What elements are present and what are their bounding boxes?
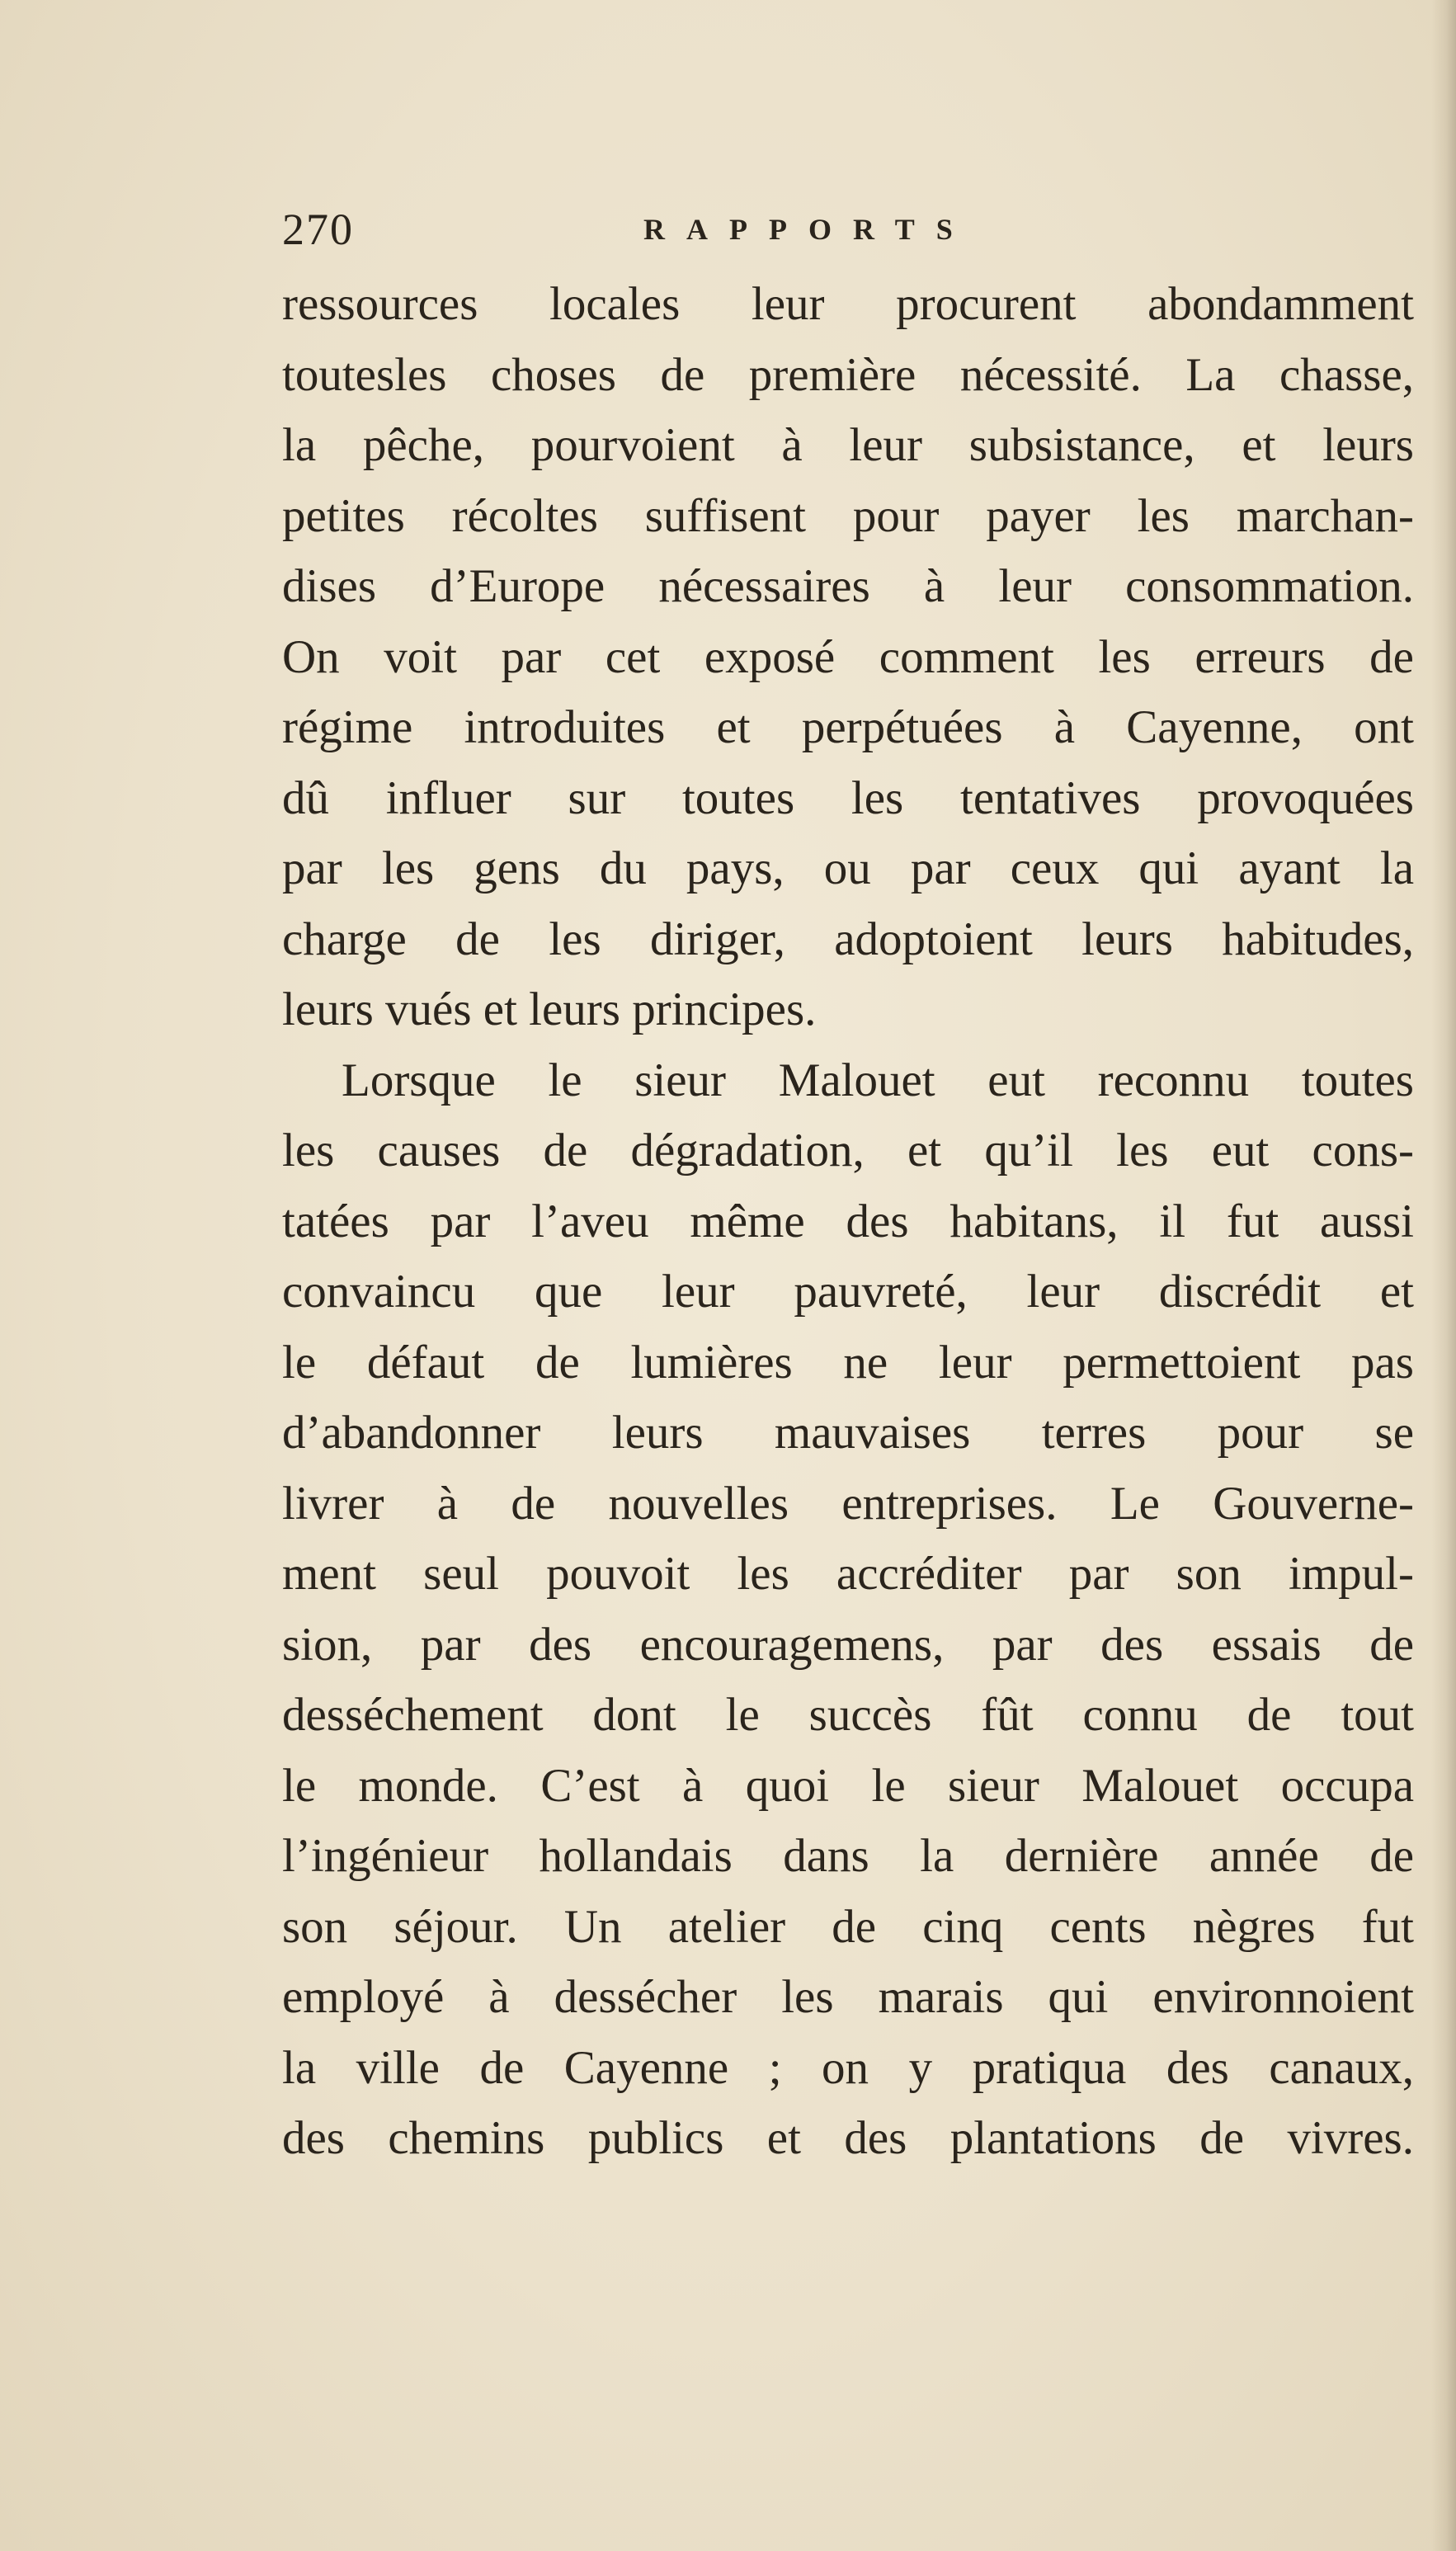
page-edge-shadow bbox=[1431, 0, 1456, 2551]
page-number: 270 bbox=[282, 205, 354, 254]
text-line: des chemins publics et des plantations de vivres. bbox=[282, 2112, 1414, 2164]
text-line: le défaut de lumières ne leur permettoient pas bbox=[282, 1336, 1414, 1389]
text-line: la ville de Cayenne ; on y pratiqua des canaux, bbox=[282, 2041, 1414, 2094]
paragraph-first-line: Lorsque le sieur Malouet eut reconnu toutes bbox=[342, 1054, 1414, 1106]
text-line: desséchement dont le succès fût connu de tout bbox=[282, 1689, 1414, 1741]
text-line: sion, par des encouragemens, par des essais de bbox=[282, 1618, 1414, 1671]
text-line: ment seul pouvoit les accréditer par son impul- bbox=[282, 1548, 1414, 1600]
text-line: tatées par l’aveu même des habitans, il fut aussi bbox=[282, 1195, 1414, 1247]
text-line: les causes de dégradation, et qu’il les eut cons- bbox=[282, 1125, 1414, 1176]
text-line: On voit par cet exposé comment les erreurs de bbox=[282, 630, 1414, 683]
text-line: employé à dessécher les marais qui environnoient bbox=[282, 1971, 1414, 2023]
text-line: régime introduites et perpétuées à Cayenne, ont bbox=[282, 701, 1414, 753]
running-head: RAPPORTS bbox=[643, 213, 974, 246]
text-line: dises d’Europe nécessaires à leur consommation. bbox=[282, 560, 1414, 612]
text-line: l’ingénieur hollandais dans la dernière année de bbox=[282, 1830, 1414, 1882]
text-line: charge de les diriger, adoptoient leurs habitudes, bbox=[282, 912, 1414, 965]
text-line: le monde. C’est à quoi le sieur Malouet occupa bbox=[282, 1759, 1414, 1812]
page-header bbox=[282, 196, 1404, 262]
body-text bbox=[282, 269, 1414, 2174]
text-line: toutesles choses de première nécessité. La chasse, bbox=[282, 348, 1414, 401]
text-line: son séjour. Un atelier de cinq cents nègres fut bbox=[282, 1900, 1414, 1953]
text-line: petites récoltes suffisent pour payer les marchan- bbox=[282, 489, 1414, 542]
paragraph-last-line: leurs vués et leurs principes. bbox=[282, 983, 817, 1035]
text-line: livrer à de nouvelles entreprises. Le Gouverne- bbox=[282, 1477, 1414, 1530]
text-line: ressources locales leur procurent abondamment bbox=[282, 278, 1414, 330]
text-line: dû influer sur toutes les tentatives provoquées bbox=[282, 771, 1414, 824]
text-line: par les gens du pays, ou par ceux qui ayant la bbox=[282, 842, 1414, 894]
text-line: la pêche, pourvoient à leur subsistance, et leurs bbox=[282, 419, 1414, 471]
text-line: d’abandonner leurs mauvaises terres pour se bbox=[282, 1407, 1414, 1459]
text-line: convaincu que leur pauvreté, leur discrédit et bbox=[282, 1266, 1414, 1318]
